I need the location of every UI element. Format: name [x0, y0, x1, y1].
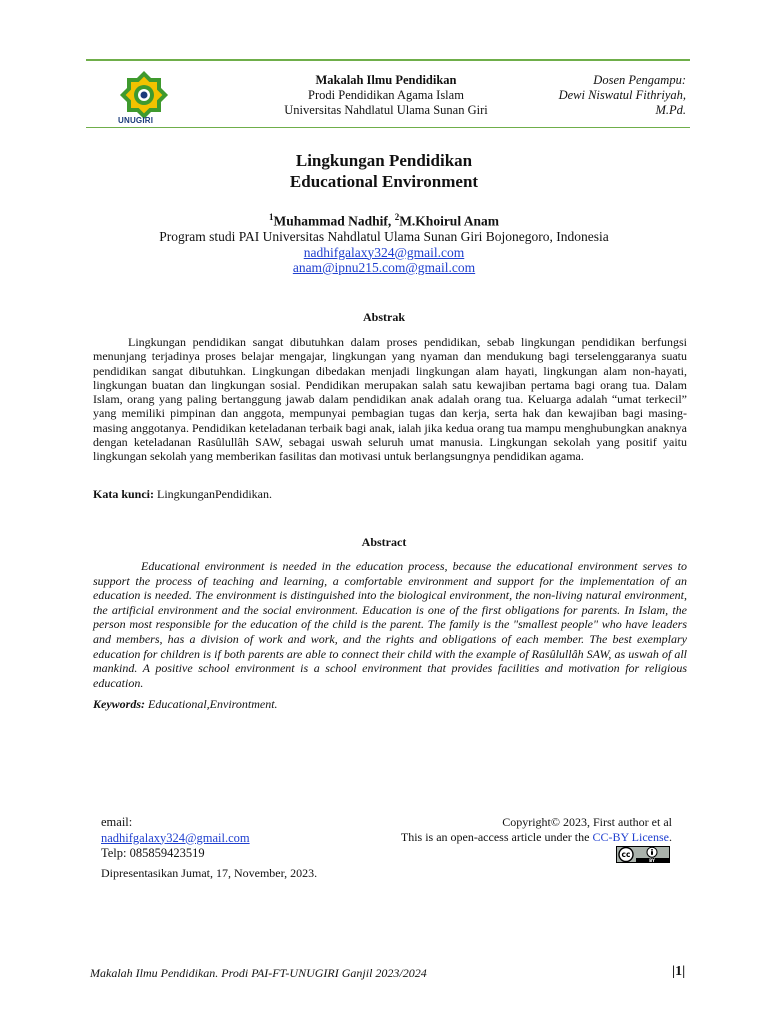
title-indonesian: Lingkungan Pendidikan — [295, 151, 473, 170]
lecturer-label: Dosen Pengampu: — [593, 73, 686, 87]
keywords — [93, 697, 278, 712]
header-top-rule — [86, 59, 690, 61]
abstrak-text: Lingkungan pendidikan sangat dibutuhkan dalam proses pendidikan, sebab lingkungan pendidikan berfungsi menunjang terjadinya proses belajar mengajar, lingkungan yang nyaman dan mendukung bagi terselenggaranya suatu pendidikan sangat dibutuhkan. Lingkungan dibedakan menjadi lingkungan alam hayati, lingkungan alam non-hayati, lingkungan buatan dan lingkungan sosial. Pendidikan merupakan salah satu kewajiban pertama bagi orang tua. Dalam Islam, orang yang paling bertanggung jawab dalam pendidikan anak adalah orang tua. Keluarga adalah “umat terkecil” yang memiliki pimpinan dan anggota, mempunyai pembagian tugas dan kerja, serta hak dan kewajiban bagi masing-masing anggotanya. Pendidikan keteladanan terbaik bagi anak, ialah jika kedua orang tua mampu menghubungkan anaknya dengan keteladanan Rasûlullâh SAW, sebagai uswah seluruh umat manusia. Lingkungan sekolah yang positif yaitu lingkungan sekolah yang memberikan fasilitas dan motivasi untuk berlangsungnya pendidikan agama. — [93, 335, 687, 464]
presentation-date: Dipresentasikan Jumat, 17, November, 2023. — [101, 866, 318, 880]
journal-header — [270, 73, 502, 118]
copyright-notice: Copyright© 2023, First author et al — [502, 815, 672, 829]
kata-kunci-value: LingkunganPendidikan. — [154, 487, 272, 501]
journal-name: Makalah Ilmu Pendidikan — [315, 73, 457, 87]
license-block — [340, 815, 672, 845]
author1-marker: 1 — [269, 212, 274, 222]
open-access-notice — [340, 830, 672, 845]
cc-badge-by-text: BY — [649, 858, 655, 863]
cc-by-license-link[interactable]: CC-BY License — [592, 830, 669, 844]
affiliation: Program studi PAI Universitas Nahdlatul Ulama Sunan Giri Bojonegoro, Indonesia — [159, 229, 609, 244]
university-name: Universitas Nahdlatul Ulama Sunan Giri — [284, 103, 488, 117]
svg-text:cc: cc — [621, 850, 631, 860]
keywords-value: Educational,Environtment. — [145, 697, 278, 711]
author1-name: Muhammad Nadhif, — [273, 213, 395, 229]
abstract-heading: Abstract — [361, 535, 407, 549]
cc-by-badge-icon[interactable] — [616, 846, 670, 863]
abstrak-heading: Abstrak — [362, 310, 405, 324]
author-block — [86, 210, 682, 276]
title-english: Educational Environment — [289, 172, 479, 191]
author2-name: M.Khoirul Anam — [399, 213, 499, 229]
abstract-text: Educational environment is needed in the education process, because the educational environment serves to support the process of teaching and learning, a comfortable environment and support for the implementation of an education is needed. The environment is distinguished into the biological environment, the non-living natural environment, the artificial environment and the social environment. Education is one of the first obligations for parents. In Islam, the person most responsible for the education of the child is the parent. The family is the "smallest people" who have leaders and members, has a division of work and work, and the rights and obligations of each member. The best exemplary education for children is if both parents are able to connect their child with the example of Rasûlullâh SAW, as uswah of all mankind. A positive school environment is a school environment that provides facilities and motivation for religious education. — [93, 559, 687, 690]
phone-number: Telp: 085859423519 — [101, 846, 205, 860]
author1-email-link[interactable]: nadhifgalaxy324@gmail.com — [303, 244, 465, 260]
open-access-text: This is an open-access article under the — [400, 830, 593, 844]
author2-marker: 2 — [394, 212, 400, 222]
logo-wordmark: UNUGIRI — [118, 116, 154, 125]
contact-block — [101, 815, 250, 862]
author2-email-link[interactable]: anam@ipnu215.com@gmail.com — [292, 260, 476, 275]
paper-title — [200, 150, 568, 192]
lecturer-block — [520, 73, 686, 118]
kata-kunci — [93, 487, 272, 502]
author-names — [86, 210, 682, 229]
footer-citation: Makalah Ilmu Pendidikan. Prodi PAI-FT-UNUGIRI Ganjil 2023/2024 — [90, 966, 427, 980]
email-label: email: — [101, 815, 133, 829]
kata-kunci-label: Kata kunci: — [93, 487, 155, 501]
page-number: |1| — [672, 964, 686, 979]
keywords-label: Keywords: — [93, 697, 145, 711]
contact-email-link[interactable]: nadhifgalaxy324@gmail.com — [101, 830, 250, 845]
license-period: . — [669, 830, 672, 844]
lecturer-degree: M.Pd. — [655, 103, 686, 117]
header-bottom-rule — [86, 127, 690, 128]
program-name: Prodi Pendidikan Agama Islam — [308, 88, 464, 102]
lecturer-name: Dewi Niswatul Fithriyah, — [558, 88, 686, 102]
